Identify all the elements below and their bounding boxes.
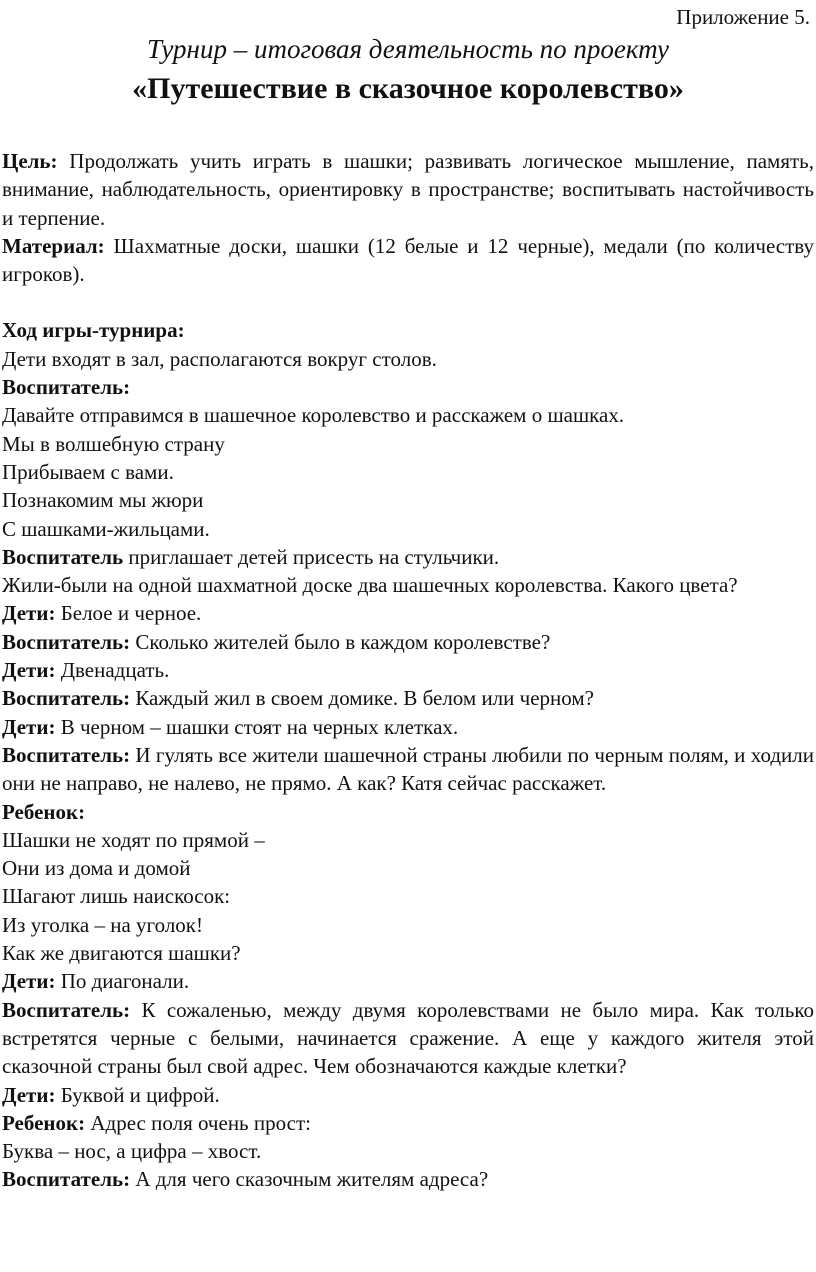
document-subtitle: Турнир – итоговая деятельность по проекту	[147, 34, 669, 64]
speaker-label: Воспитатель:	[2, 1167, 131, 1192]
speaker-label: Воспитатель	[2, 544, 124, 569]
line-text: Как же двигаются шашки?	[2, 941, 241, 966]
goal-label: Цель:	[2, 149, 58, 173]
line-text: Буквой и цифрой.	[55, 1082, 220, 1107]
material-paragraph	[2, 232, 814, 289]
dialogue-line	[2, 401, 814, 429]
goal-text: Продолжать учить играть в шашки; развивать логическое мышление, память, внимание, наблюдательность, ориентировку в пространстве; воспитывать настойчивость и терпение.	[2, 149, 814, 230]
dialogue-line	[2, 741, 814, 798]
line-text: Мы в волшебную страну	[2, 431, 225, 456]
dialogue-line	[2, 826, 814, 854]
line-text: С шашками-жильцами.	[2, 516, 210, 541]
dialogue-line	[2, 345, 814, 373]
line-text: Жили-были на одной шахматной доске два шашечных королевства. Какого цвета?	[2, 573, 738, 598]
line-text: По диагонали.	[55, 969, 190, 994]
dialogue-line	[2, 1109, 814, 1137]
dialogue-line	[2, 458, 814, 486]
speaker-label: Дети:	[2, 969, 56, 994]
course-heading-text: Ход игры-турнира:	[2, 318, 185, 343]
dialogue-line	[2, 515, 814, 543]
speaker-label: Дети:	[2, 658, 56, 683]
document-body	[2, 147, 814, 1194]
dialogue-lines	[2, 345, 814, 1194]
line-text: Шагают лишь наискосок:	[2, 884, 231, 909]
dialogue-line	[2, 628, 814, 656]
dialogue-line	[2, 656, 814, 684]
speaker-label: Ребенок:	[2, 799, 86, 824]
line-text: А для чего сказочным жителям адреса?	[130, 1167, 489, 1192]
dialogue-line	[2, 882, 814, 910]
dialogue-line	[2, 967, 814, 995]
line-text: Дети входят в зал, располагаются вокруг столов.	[2, 346, 437, 371]
dialogue-line	[2, 1137, 814, 1165]
dialogue-line	[2, 543, 814, 571]
dialogue-line	[2, 684, 814, 712]
dialogue-line	[2, 798, 814, 826]
dialogue-line	[2, 911, 814, 939]
line-text: В черном – шашки стоят на черных клетках.	[55, 714, 459, 739]
dialogue-line	[2, 430, 814, 458]
line-text: Адрес поля очень прост:	[85, 1110, 311, 1135]
dialogue-line	[2, 571, 814, 599]
line-text: Шашки не ходят по прямой –	[2, 827, 265, 852]
line-text: приглашает детей присесть на стульчики.	[123, 544, 500, 569]
dialogue-line	[2, 854, 814, 882]
speaker-label: Воспитатель:	[2, 375, 131, 400]
speaker-label: Воспитатель:	[2, 997, 131, 1022]
speaker-label: Воспитатель:	[2, 629, 131, 654]
dialogue-line	[2, 996, 814, 1081]
line-text: И гулять все жители шашечной страны любили по черным полям, и ходили они не направо, не налево, не прямо. А как? Катя сейчас расскажет.	[2, 742, 814, 796]
dialogue-line	[2, 373, 814, 401]
material-text: Шахматные доски, шашки (12 белые и 12 черные), медали (по количеству игроков).	[2, 233, 814, 287]
material-label: Материал:	[2, 233, 105, 258]
spacer	[2, 288, 814, 316]
speaker-label: Дети:	[2, 1082, 56, 1107]
course-heading	[2, 316, 814, 344]
line-text: Буква – нос, а цифра – хвост.	[2, 1139, 262, 1164]
dialogue-line	[2, 486, 814, 514]
speaker-label: Дети:	[2, 714, 56, 739]
dialogue-line	[2, 599, 814, 627]
line-text: К сожаленью, между двумя королевствами не было мира. Как только встретятся черные с белыми, начинается сражение. А еще у каждого жителя этой сказочной страны был свой адрес. Чем обозначаются каждые клетки?	[2, 997, 814, 1079]
goal-paragraph	[2, 147, 814, 232]
line-text: Они из дома и домой	[2, 856, 191, 881]
line-text: Из уголка – на уголок!	[2, 912, 204, 937]
speaker-label: Воспитатель:	[2, 686, 131, 711]
line-text: Давайте отправимся в шашечное королевство и расскажем о шашках.	[2, 403, 625, 428]
dialogue-line	[2, 713, 814, 741]
speaker-label: Воспитатель:	[2, 742, 131, 767]
appendix-label: Приложение 5.	[676, 5, 810, 29]
dialogue-line	[2, 1081, 814, 1109]
line-text: Сколько жителей было в каждом королевстве?	[130, 629, 551, 654]
line-text: Познакомим мы жюри	[2, 488, 204, 513]
line-text: Двенадцать.	[55, 658, 170, 683]
dialogue-line	[2, 1165, 814, 1193]
speaker-label: Дети:	[2, 601, 56, 626]
line-text: Прибываем с вами.	[2, 459, 174, 484]
dialogue-line	[2, 939, 814, 967]
speaker-label: Ребенок:	[2, 1110, 86, 1135]
line-text: Каждый жил в своем домике. В белом или черном?	[130, 686, 594, 711]
document-title: «Путешествие в сказочное королевство»	[132, 72, 684, 105]
line-text: Белое и черное.	[55, 601, 202, 626]
